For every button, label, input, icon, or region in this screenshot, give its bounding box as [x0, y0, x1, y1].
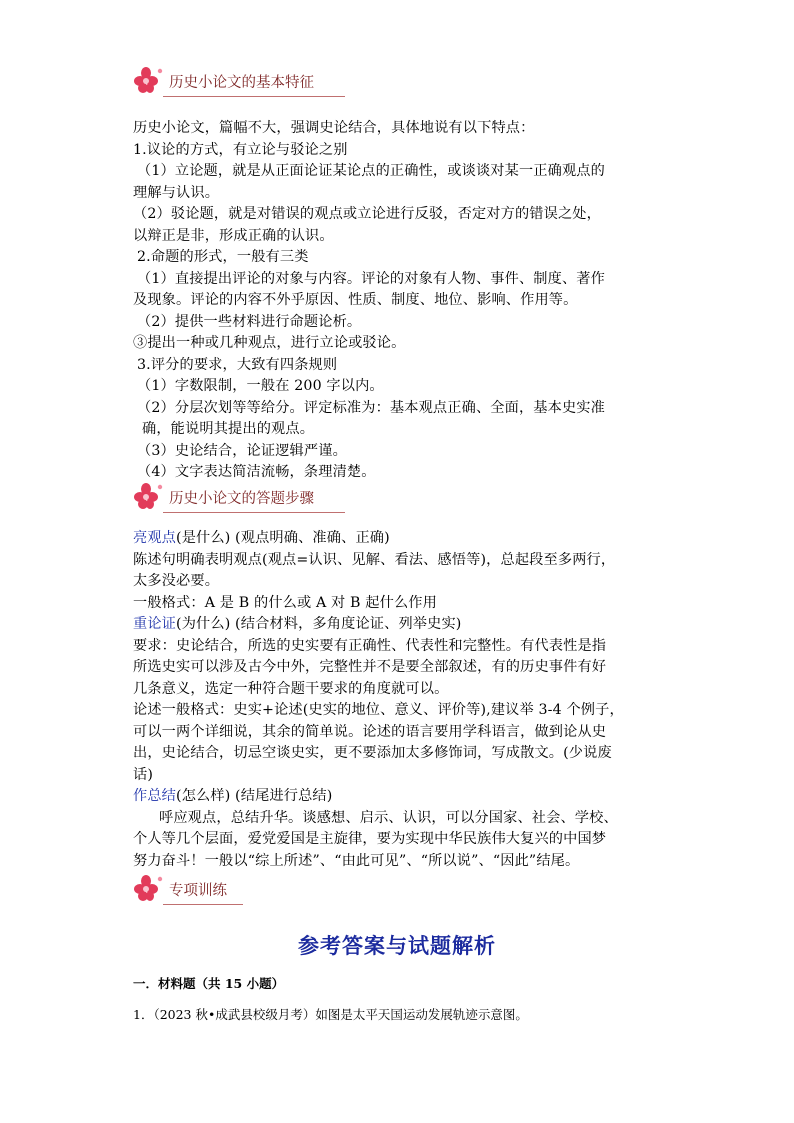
- text-line: 3.评分的要求，大致有四条规则: [137, 356, 338, 373]
- text-line: 所选史实可以涉及古今中外，完整性并不是要全部叙述，有的历史事件有好: [133, 659, 607, 675]
- text-line: 及现象。评论的内容不外乎原因、性质、制度、地位、影响、作用等。: [133, 292, 578, 308]
- features-body: [133, 118, 663, 484]
- text-line: （2）驳论题，就是对错误的观点或立论进行反驳，否定对方的错误之处，: [133, 206, 601, 222]
- section-heading-steps: [133, 480, 345, 514]
- text-line: 太多没必要。: [133, 573, 220, 589]
- steps-body: [133, 528, 663, 872]
- flower-icon: [133, 64, 167, 98]
- flower-icon: [133, 872, 167, 906]
- text-line: 几条意义，选定一种符合题干要求的角度就可以。: [133, 680, 449, 697]
- text-span: (是什么) (观点明确、准确、正确): [176, 530, 390, 546]
- text-line: 历史小论文，篇幅不大，强调史论结合，具体地说有以下特点：: [133, 120, 535, 136]
- text-line: 理解与认识。: [133, 184, 220, 201]
- text-line: 陈述句明确表明观点(观点=认识、见解、看法、感悟等)，总起段至多两行，: [133, 551, 616, 568]
- text-span: (为什么) (结合材料，多角度论证、列举史实): [176, 616, 462, 632]
- text-line: [133, 786, 663, 808]
- heading-underline: [163, 512, 345, 513]
- heading-text: 专项训练: [169, 883, 227, 899]
- text-line: ③提出一种或几种观点，进行立论或驳论。: [133, 335, 406, 351]
- heading-underline: [163, 96, 345, 97]
- section-heading-training: [133, 872, 243, 906]
- text-line: （2）提供一些材料进行命题论析。: [137, 313, 362, 330]
- text-line: 1.议论的方式，有立论与驳论之别: [133, 141, 348, 158]
- section-title: 一．材料题（共 15 小题）: [133, 976, 285, 991]
- text-line: 话): [133, 766, 154, 783]
- text-span: (怎么样) (结尾进行总结): [176, 788, 333, 804]
- text-line: 出，史论结合，切忌空谈史实，更不要添加太多修饰词，写成散文。(少说废: [133, 745, 612, 761]
- text-line: 论述一般格式：史实+论述(史实的地位、意义、评价等),建议举 3-4 个例子，: [133, 702, 624, 718]
- text-line: 可以一两个详细说，其余的简单说。论述的语言要用学科语言，做到论从史: [133, 723, 607, 740]
- question-text: 1．（2023 秋•成武县校级月考）如图是太平天国运动发展轨迹示意图。: [133, 1007, 528, 1022]
- text-line: （4）文字表达简洁流畅，条理清楚。: [137, 464, 376, 480]
- text-line: （3）史论结合，论证逻辑严谨。: [137, 442, 347, 459]
- text-line: [133, 528, 663, 550]
- text-line: 努力奋斗！一般以“综上所述”、“由此可见”、“所以说”、“因此”结尾。: [133, 852, 580, 869]
- text-line: 确，能说明其提出的观点。: [142, 421, 315, 437]
- answer-title: 参考答案与试题解析: [298, 934, 496, 958]
- highlight-label: 亮观点: [133, 530, 177, 546]
- text-line: 个人等几个层面，爱党爱国是主旋律，要为实现中华民族伟大复兴的中国梦: [133, 831, 607, 847]
- text-line: [133, 614, 663, 636]
- heading-text: 历史小论文的答题步骤: [169, 491, 314, 507]
- flower-icon: [133, 480, 167, 514]
- text-line: （1）立论题，就是从正面论证某论点的正确性，或谈谈对某一正确观点的: [137, 163, 605, 179]
- highlight-label: 重论证: [133, 616, 177, 632]
- highlight-label: 作总结: [133, 788, 177, 804]
- section-heading-features: [133, 64, 345, 98]
- text-line: 2.命题的形式，一般有三类: [137, 249, 309, 265]
- heading-text: 历史小论文的基本特征: [169, 75, 314, 91]
- text-line: （1）字数限制，一般在 200 字以内。: [137, 378, 384, 394]
- text-line: 一般格式：A 是 B 的什么或 A 对 B 起什么作用: [133, 594, 437, 611]
- text-line: 以辩正是非，形成正确的认识。: [133, 227, 334, 244]
- text-line: （1）直接提出评论的对象与内容。评论的对象有人物、事件、制度、著作: [137, 270, 605, 287]
- heading-underline: [163, 904, 243, 905]
- text-line: （2）分层次划等等给分。评定标准为：基本观点正确、全面，基本史实准: [137, 399, 605, 416]
- text-line: 要求：史论结合，所选的史实要有正确性、代表性和完整性。有代表性是指: [133, 637, 607, 654]
- text-line: 呼应观点，总结升华。谈感想、启示、认识，可以分国家、社会、学校、: [159, 809, 618, 826]
